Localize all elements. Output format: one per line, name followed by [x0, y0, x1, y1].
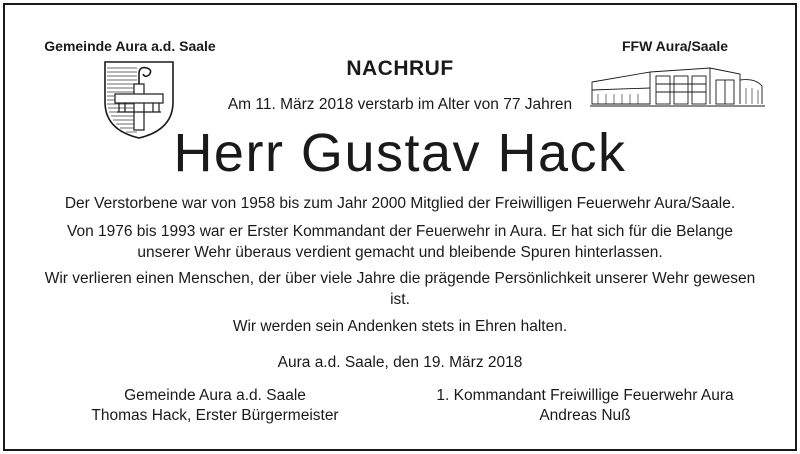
municipality-name: Gemeinde Aura a.d. Saale: [44, 38, 216, 54]
signature-person: Andreas Nuß: [539, 407, 631, 424]
signature-person: Thomas Hack, Erster Bürgermeister: [91, 407, 339, 424]
deceased-name: Herr Gustav Hack: [173, 123, 627, 183]
signature-org: Gemeinde Aura a.d. Saale: [124, 387, 306, 404]
tribute-paragraph: Wir verlieren einen Menschen, der über viele Jahre die prägende Persönlichkeit unserer Wehr gewesen ist.: [44, 270, 756, 308]
death-date-line: Am 11. März 2018 verstarb im Alter von 77 Jahren: [227, 96, 573, 113]
signature-municipality: [50, 386, 380, 426]
place-date-line: Aura a.d. Saale, den 19. März 2018: [277, 354, 523, 371]
obituary-title: NACHRUF: [346, 57, 454, 80]
membership-paragraph: Der Verstorbene war von 1958 bis zum Jahr 2000 Mitglied der Freiwilligen Feuerwehr Aura/Saale.: [64, 195, 736, 212]
signature-fire-department: [400, 386, 770, 426]
signature-org: 1. Kommandant Freiwillige Feuerwehr Aura: [436, 387, 734, 404]
commander-paragraph: Von 1976 bis 1993 war er Erster Kommandant der Feuerwehr in Aura. Er hat sich für die Belange unserer Wehr überaus verdient gemacht und bleibende Spuren hinterlassen.: [66, 223, 733, 261]
remembrance-paragraph: Wir werden sein Andenken stets in Ehren halten.: [232, 318, 568, 335]
fire-department-name: FFW Aura/Saale: [621, 38, 729, 54]
